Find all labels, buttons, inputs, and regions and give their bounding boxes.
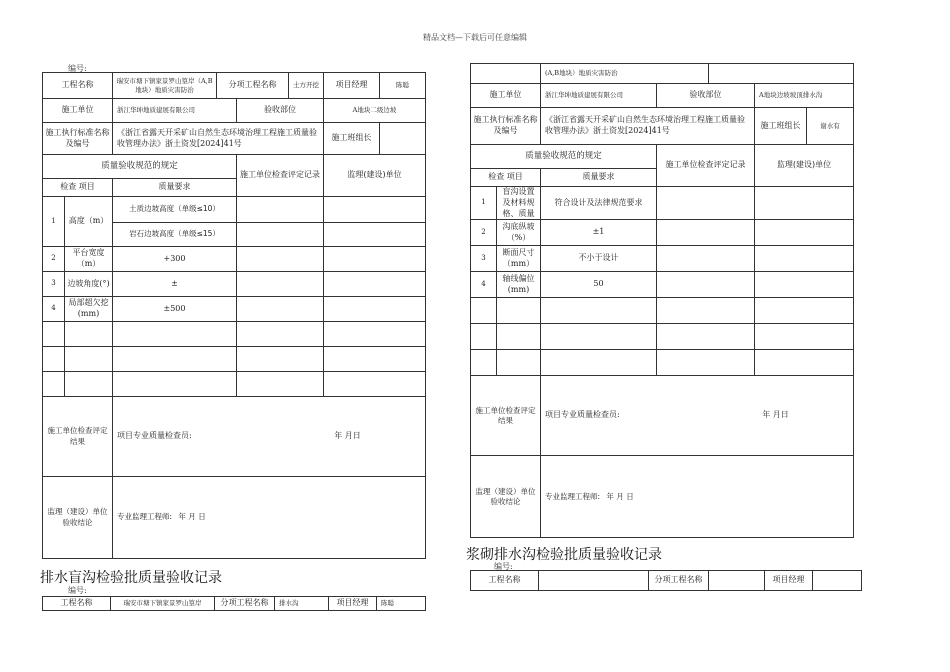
contractor-result-label: 施工单位检查评定结果	[43, 397, 113, 477]
bottom-project-name-label: 工程名称	[43, 597, 111, 611]
acceptance-part-label: 验收部位	[657, 84, 755, 108]
team-leader-value: 谢水有	[807, 108, 854, 145]
empty-cell	[497, 324, 541, 350]
page-header-note: 精品文档—下载后可任意编辑	[423, 33, 527, 42]
empty-cell	[65, 372, 113, 397]
empty-cell	[43, 372, 65, 397]
empty-cell	[541, 350, 657, 376]
contractor-eval-header: 施工单位检查评定记录	[237, 155, 324, 197]
eval-cell	[237, 297, 324, 322]
eval-cell	[657, 246, 755, 272]
bottom-manager-value: 陈聪	[377, 597, 426, 611]
acceptance-part-value: A地块二级边坡	[324, 99, 426, 123]
empty-cell	[324, 347, 426, 372]
sub-project-value: 土方开挖	[289, 73, 324, 99]
quality-req-header: 质量要求	[541, 169, 657, 187]
bottom-manager-label: 项目经理	[329, 597, 377, 611]
contractor-result-date: 年 月日	[762, 410, 789, 420]
supervisor-result-label: 监理（建设）单位验收结论	[43, 477, 113, 559]
empty-cell	[755, 350, 854, 376]
empty-cell	[324, 372, 426, 397]
standard-label: 施工执行标准名称及编号	[471, 108, 541, 145]
top-empty-cell	[709, 64, 854, 84]
acceptance-part-value: A地块边坡坡顶排水沟	[755, 84, 854, 108]
inspector-label: 项目专业质量检查员:	[545, 410, 620, 420]
bottom-project-name-value: 瑞安市塘下镇家景罗山篁岸	[111, 597, 215, 611]
supervisor-header: 监理(建设)单位	[324, 155, 426, 197]
team-leader-value	[380, 123, 426, 155]
supervisor-cell	[755, 187, 854, 220]
item-header: 检查 项目	[471, 169, 541, 187]
top-continuation-cell: (A,B地块）地质灾害防治	[541, 64, 709, 84]
sub-project-label: 分项工程名称	[217, 73, 289, 99]
eval-cell	[657, 220, 755, 246]
contractor-label: 施工单位	[471, 84, 541, 108]
item-name: 断面尺寸（mm）	[497, 246, 541, 272]
item-no: 1	[43, 197, 65, 247]
eval-cell	[657, 272, 755, 298]
standard-label: 施工执行标准名称及编号	[43, 123, 113, 155]
item-name: 边坡角度(°)	[65, 272, 113, 297]
supervisor-cell	[324, 197, 426, 223]
empty-cell	[471, 324, 497, 350]
standard-value: 《浙江省露天开采矿山自然生态环境治理工程施工质量验收管理办法》浙土资发[2024]41号	[541, 108, 755, 145]
acceptance-part-label: 验收部位	[237, 99, 324, 123]
bottom-project-name-label: 工程名称	[471, 571, 539, 591]
empty-cell	[237, 322, 324, 347]
bottom-manager-label: 项目经理	[765, 571, 813, 591]
supervisor-engineer-label: 专业监理工程师:	[545, 491, 601, 501]
empty-cell	[657, 298, 755, 324]
item-name: 局部超欠挖(mm)	[65, 297, 113, 322]
item-no: 4	[471, 272, 497, 298]
empty-cell	[113, 347, 237, 372]
inspector-label: 项目专业质量检查员:	[117, 431, 192, 441]
contractor-value: 浙江华坤地质建展有限公司	[541, 84, 657, 108]
contractor-label: 施工单位	[43, 99, 113, 123]
item-header: 检查 项目	[43, 179, 113, 197]
serial-label: 编号:	[68, 64, 87, 73]
item-requirement: 符合设计及法律规范要求	[541, 187, 657, 220]
supervisor-result-cell	[113, 477, 426, 559]
contractor-result-date: 年 月日	[334, 431, 361, 441]
empty-cell	[113, 322, 237, 347]
empty-cell	[541, 298, 657, 324]
supervisor-result-date: 年 月 日	[178, 512, 206, 522]
empty-cell	[541, 324, 657, 350]
left-bottom-serial-label: 编号:	[68, 586, 87, 595]
empty-cell	[657, 324, 755, 350]
manager-value: 陈聪	[380, 73, 426, 99]
bottom-sub-project-value: 排水沟	[275, 597, 329, 611]
supervisor-cell	[755, 220, 854, 246]
item-name: 轴线偏位(mm)	[497, 272, 541, 298]
supervisor-cell	[324, 297, 426, 322]
item-requirement: +300	[113, 247, 237, 272]
contractor-eval-header: 施工单位检查评定记录	[657, 145, 755, 187]
spec-header: 质量验收规范的规定	[471, 145, 657, 169]
empty-cell	[471, 298, 497, 324]
eval-cell	[237, 247, 324, 272]
left-acceptance-form	[42, 72, 426, 559]
supervisor-result-label: 监理（建设）单位验收结论	[471, 456, 541, 538]
item-name: 沟底纵坡（%）	[497, 220, 541, 246]
eval-cell	[237, 272, 324, 297]
right-bottom-title: 浆砌排水沟检验批质量验收记录	[466, 547, 662, 563]
contractor-result-cell	[541, 376, 854, 456]
item-requirement: ±	[113, 272, 237, 297]
item-requirement: 不小于设计	[541, 246, 657, 272]
item-requirement: 50	[541, 272, 657, 298]
item-name: 平台宽度（m）	[65, 247, 113, 272]
bottom-sub-project-label: 分项工程名称	[215, 597, 275, 611]
empty-cell	[65, 322, 113, 347]
eval-cell	[237, 223, 324, 247]
supervisor-cell	[324, 247, 426, 272]
item-name: 盲沟设置及材料规格、质量	[497, 187, 541, 220]
item-no: 3	[43, 272, 65, 297]
empty-cell	[471, 350, 497, 376]
left-bottom-title: 排水盲沟检验批质量验收记录	[40, 570, 222, 586]
item-no: 3	[471, 246, 497, 272]
empty-cell	[237, 347, 324, 372]
empty-cell	[497, 298, 541, 324]
spec-header: 质量验收规范的规定	[43, 155, 237, 179]
item-requirement: ±1	[541, 220, 657, 246]
contractor-result-cell	[113, 397, 426, 477]
empty-cell	[113, 372, 237, 397]
empty-cell	[237, 372, 324, 397]
supervisor-cell	[324, 223, 426, 247]
empty-cell	[755, 298, 854, 324]
project-name-value: 瑞安市塘下镇家景罗山篁岸（A,B地块）地质灾害防治	[113, 73, 217, 99]
eval-cell	[657, 187, 755, 220]
empty-cell	[324, 322, 426, 347]
item-requirement: ±500	[113, 297, 237, 322]
bottom-project-name-value	[539, 571, 649, 591]
bottom-sub-project-value	[709, 571, 765, 591]
item-no: 1	[471, 187, 497, 220]
item-no: 4	[43, 297, 65, 322]
empty-cell	[43, 322, 65, 347]
item-no: 2	[471, 220, 497, 246]
team-leader-label: 施工班组长	[755, 108, 807, 145]
bottom-manager-value	[813, 571, 862, 591]
manager-label: 项目经理	[324, 73, 380, 99]
item-name: 高度（m）	[65, 197, 113, 247]
right-bottom-form	[470, 570, 862, 591]
project-name-label: 工程名称	[43, 73, 113, 99]
supervisor-header: 监理(建设)单位	[755, 145, 854, 187]
team-leader-label: 施工班组长	[324, 123, 380, 155]
right-acceptance-form	[470, 63, 854, 538]
empty-cell	[497, 350, 541, 376]
left-bottom-form	[42, 596, 426, 611]
contractor-value: 浙江华坤地质建展有限公司	[113, 99, 237, 123]
supervisor-cell	[324, 272, 426, 297]
top-empty-cell	[471, 64, 541, 84]
item-requirement: 土质边坡高度（单级≤10）	[113, 197, 237, 223]
eval-cell	[237, 197, 324, 223]
standard-value: 《浙江省露天开采矿山自然生态环境治理工程施工质量验收管理办法》浙土资发[2024]41号	[113, 123, 324, 155]
item-requirement: 岩石边坡高度（单级≤15）	[113, 223, 237, 247]
quality-req-header: 质量要求	[113, 179, 237, 197]
bottom-sub-project-label: 分项工程名称	[649, 571, 709, 591]
right-bottom-serial-label: 编号:	[494, 562, 513, 571]
item-no: 2	[43, 247, 65, 272]
supervisor-cell	[755, 246, 854, 272]
supervisor-engineer-label: 专业监理工程师:	[117, 512, 173, 522]
supervisor-cell	[755, 272, 854, 298]
empty-cell	[755, 324, 854, 350]
contractor-result-label: 施工单位检查评定结果	[471, 376, 541, 456]
empty-cell	[65, 347, 113, 372]
empty-cell	[657, 350, 755, 376]
supervisor-result-cell	[541, 456, 854, 538]
supervisor-result-date: 年 月 日	[606, 491, 634, 501]
empty-cell	[43, 347, 65, 372]
